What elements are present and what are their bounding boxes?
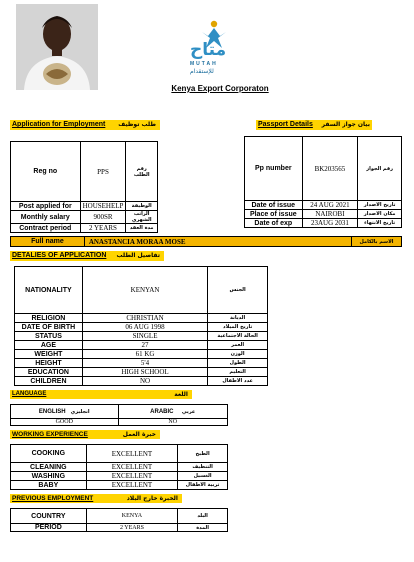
height-value: 5'4	[82, 359, 207, 368]
applicant-photo	[16, 4, 98, 90]
table-row	[15, 323, 268, 332]
dob-ar: تاريخ الميلاد	[208, 323, 268, 332]
previous-table	[10, 508, 228, 532]
previous-heading	[10, 494, 182, 503]
table-row	[245, 210, 402, 219]
english-header	[11, 405, 119, 419]
weight-value: 61 KG	[82, 350, 207, 359]
details-heading-ar: تفاصيل الطلب	[116, 252, 160, 259]
table-row	[15, 267, 268, 314]
details-heading	[10, 251, 164, 261]
period-ar: المدة	[178, 524, 228, 532]
religion-value: CHRISTIAN	[82, 314, 207, 323]
arabic-ar: عربي	[181, 408, 196, 415]
reg-no-ar: رقم الطلب	[126, 142, 158, 202]
age-value: 27	[82, 341, 207, 350]
table-row	[15, 368, 268, 377]
logo-arabic-text: متاح	[190, 40, 227, 60]
table-row	[11, 224, 158, 233]
weight-ar: الوزن	[208, 350, 268, 359]
contract-label: Contract period	[11, 224, 81, 233]
english-value: GOOD	[11, 419, 119, 426]
washing-label: WASHING	[11, 472, 87, 481]
application-heading	[10, 120, 160, 130]
details-heading-text: DETALIES OF APPLICATION	[12, 252, 107, 259]
full-name-ar: الاسم بالكامل	[352, 237, 402, 247]
religion-label: RELIGION	[15, 314, 83, 323]
weight-label: WEIGHT	[15, 350, 83, 359]
issue-date-ar: تاريخ الاصدار	[358, 201, 402, 210]
issue-date-label: Date of issue	[245, 201, 303, 210]
issue-place-ar: مكان الاصدار	[358, 210, 402, 219]
issue-place-value: NAIROBI	[302, 210, 358, 219]
country-ar: البلد	[178, 509, 228, 524]
table-row	[15, 314, 268, 323]
nationality-ar: الجنس	[208, 267, 268, 314]
table-row	[245, 201, 402, 210]
application-heading-text: Application for Employment	[12, 121, 106, 128]
country-value: KENYA	[86, 509, 178, 524]
reg-no-value: PPS	[80, 142, 126, 202]
table-row	[11, 405, 228, 419]
table-row	[15, 350, 268, 359]
contract-value: 2 YEARS	[80, 224, 126, 233]
cleaning-ar: التنظيف	[178, 463, 228, 472]
status-value: SINGLE	[82, 332, 207, 341]
full-name-row	[10, 236, 402, 247]
table-row	[15, 377, 268, 386]
arabic-label: ARABIC	[150, 408, 174, 415]
table-row	[11, 524, 228, 532]
table-row	[11, 472, 228, 481]
details-table	[14, 266, 268, 386]
age-ar: العمر	[208, 341, 268, 350]
table-row	[11, 463, 228, 472]
exp-date-ar: تاريخ الانتهاء	[358, 219, 402, 228]
cooking-value: EXCELLENT	[86, 445, 178, 463]
passport-heading-text: Passport Details	[258, 121, 313, 128]
table-row	[245, 219, 402, 228]
previous-heading-text: PREVIOUS EMPLOYMENT	[12, 495, 94, 502]
exp-date-label: Date of exp	[245, 219, 303, 228]
washing-ar: الغسيل	[178, 472, 228, 481]
logo-arabic-subtext: للإستقدام	[190, 68, 214, 75]
arabic-value: NO	[118, 419, 227, 426]
english-ar: انجليزي	[70, 408, 90, 415]
post-ar: الوظيفة	[126, 202, 158, 211]
salary-value: 900SR	[80, 211, 126, 224]
table-row	[15, 332, 268, 341]
cooking-label: COOKING	[11, 445, 87, 463]
cooking-ar: الطبخ	[178, 445, 228, 463]
language-heading	[10, 390, 192, 399]
nationality-label: NATIONALITY	[15, 267, 83, 314]
arabic-header	[118, 405, 227, 419]
experience-heading	[10, 430, 160, 439]
table-row	[11, 509, 228, 524]
experience-heading-text: WORKING EXPERIENCE	[12, 431, 88, 438]
full-name-label: Full name	[11, 237, 85, 247]
passport-table	[244, 136, 402, 228]
nationality-value: KENYAN	[82, 267, 207, 314]
application-heading-ar: طلب توظيف	[118, 121, 156, 128]
table-row	[15, 359, 268, 368]
post-label: Post applied for	[11, 202, 81, 211]
education-ar: التعليم	[208, 368, 268, 377]
issue-place-label: Place of issue	[245, 210, 303, 219]
full-name-value: ANASTANCIA MORAA MOSE	[84, 237, 351, 247]
table-row	[11, 481, 228, 490]
post-value: HOUSEHELP	[80, 202, 126, 211]
children-value: NO	[82, 377, 207, 386]
table-row	[15, 341, 268, 350]
pp-number-label: Pp number	[245, 137, 303, 201]
table-row	[11, 419, 228, 426]
logo-english-text: MUTAH	[190, 61, 218, 67]
experience-table	[10, 444, 228, 490]
reg-no-label: Reg no	[11, 142, 81, 202]
children-ar: عدد الاطفال	[208, 377, 268, 386]
issue-date-value: 24 AUG 2021	[302, 201, 358, 210]
table-row	[11, 445, 228, 463]
status-ar: الحالة الاجتماعية	[208, 332, 268, 341]
period-value: 2 YEARS	[86, 524, 178, 532]
language-heading-text: LANGUAGE	[12, 391, 47, 397]
religion-ar: الديانة	[208, 314, 268, 323]
passport-heading	[256, 120, 372, 130]
passport-heading-ar: بيان جواز السفر	[321, 121, 370, 128]
contract-ar: مدة العقد	[126, 224, 158, 233]
education-label: EDUCATION	[15, 368, 83, 377]
table-row	[11, 211, 158, 224]
age-label: AGE	[15, 341, 83, 350]
period-label: PERIOD	[11, 524, 87, 532]
company-logo	[168, 18, 264, 76]
baby-label: BABY	[11, 481, 87, 490]
country-label: COUNTRY	[11, 509, 87, 524]
cleaning-value: EXCELLENT	[86, 463, 178, 472]
table-row	[245, 137, 402, 201]
table-row	[11, 202, 158, 211]
table-row	[11, 142, 158, 202]
cleaning-label: CLEANING	[11, 463, 87, 472]
experience-heading-ar: خبرة العمل	[122, 431, 156, 438]
dob-value: 06 AUG 1998	[82, 323, 207, 332]
application-table	[10, 141, 158, 233]
height-ar: الطول	[208, 359, 268, 368]
dob-label: DATE OF BIRTH	[15, 323, 83, 332]
language-table	[10, 404, 228, 426]
salary-label: Monthly salary	[11, 211, 81, 224]
children-label: CHILDREN	[15, 377, 83, 386]
washing-value: EXCELLENT	[86, 472, 178, 481]
language-heading-ar: اللغة	[174, 391, 188, 398]
company-name: Kenya Export Corporaton	[171, 84, 269, 93]
pp-number-value: BK203565	[302, 137, 358, 201]
baby-ar: تربية الاطفال	[178, 481, 228, 490]
previous-heading-ar: الخبرة خارج البلاد	[126, 495, 178, 502]
exp-date-value: 23AUG 2031	[302, 219, 358, 228]
english-label: ENGLISH	[38, 408, 66, 415]
status-label: STATUS	[15, 332, 83, 341]
pp-number-ar: رقم الجواز	[358, 137, 402, 201]
height-label: HEIGHT	[15, 359, 83, 368]
education-value: HIGH SCHOOL	[82, 368, 207, 377]
baby-value: EXCELLENT	[86, 481, 178, 490]
salary-ar: الراتب الشهري	[126, 211, 158, 224]
